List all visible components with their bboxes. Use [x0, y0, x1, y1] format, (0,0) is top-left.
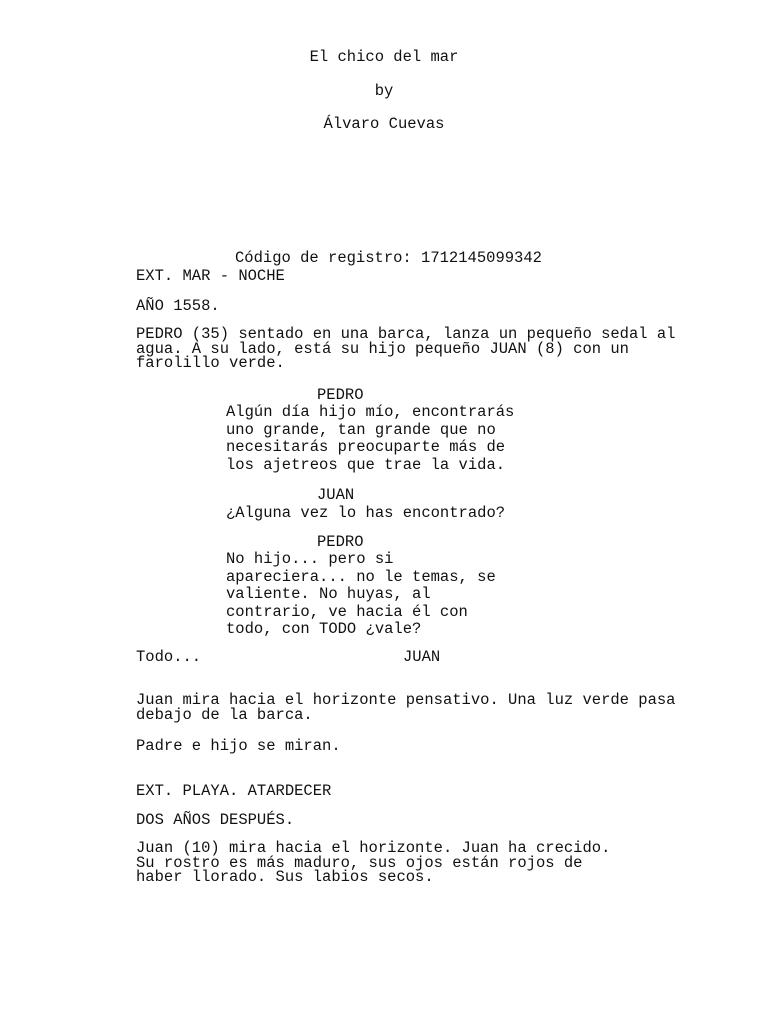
character-name: PEDRO [317, 386, 364, 404]
character-name: JUAN [317, 486, 355, 504]
action-line: AÑO 1558. [136, 297, 220, 315]
dialogue: Todo... [136, 648, 202, 666]
scene-heading: EXT. MAR - NOCHE [136, 267, 285, 285]
dialogue: ¿Alguna vez lo has encontrado? [226, 504, 506, 522]
registration-code: Código de registro: 1712145099342 [235, 249, 542, 267]
character-name: JUAN [403, 648, 441, 666]
action-paragraph: Padre e hijo se miran. [136, 737, 341, 755]
action-paragraph: PEDRO (35) sentado en una barca, lanza un pequeño sedal al agua. A su lado, está su hijo pequeño JUAN (8) con un farolillo verde. [136, 325, 676, 372]
action-paragraph: Juan mira hacia el horizonte pensativo. Una luz verde pasa debajo de la barca. [136, 691, 676, 724]
script-title: El chico del mar [309, 48, 459, 66]
by-line: by [374, 82, 394, 100]
action-line: DOS AÑOS DESPUÉS. [136, 811, 295, 829]
author-name: Álvaro Cuevas [323, 115, 445, 133]
dialogue: Algún día hijo mío, encontrarás uno grande, tan grande que no necesitarás preocuparte más de los ajetreos que trae la vida. [226, 403, 515, 474]
dialogue: No hijo... pero si apareciera... no le temas, se valiente. No huyas, al contrario, ve hacia él con todo, con TODO ¿vale? [226, 550, 496, 638]
scene-heading: EXT. PLAYA. ATARDECER [136, 782, 332, 800]
action-paragraph: Juan (10) mira hacia el horizonte. Juan ha crecido. Su rostro es más maduro, sus ojos están rojos de haber llorado. Sus labios secos. [136, 839, 611, 886]
character-name: PEDRO [317, 533, 364, 551]
